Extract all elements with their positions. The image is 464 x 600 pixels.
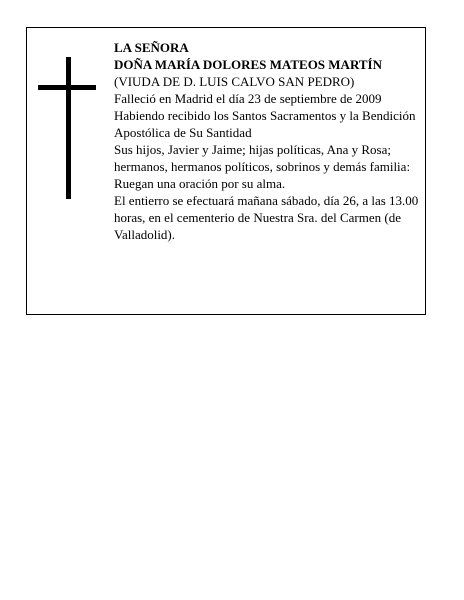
obituary-notice (26, 27, 426, 315)
burial-details: El entierro se efectuará mañana sábado, día 26, a las 13.00 horas, en el cementerio de Nuestra Sra. del Carmen (de Valladolid). (114, 193, 419, 242)
cross-horizontal-bar (38, 85, 96, 90)
widow-of-line: (VIUDA DE D. LUIS CALVO SAN PEDRO) (114, 74, 355, 89)
notice-heading: LA SEÑORA (114, 40, 189, 55)
sacraments-statement: Habiendo recibido los Santos Sacramentos y la Bendición Apostólica de Su Santidad (114, 108, 416, 140)
prayer-request: Ruegan una oración por su alma. (114, 176, 286, 191)
death-statement: Falleció en Madrid el día 23 de septiembre de 2009 (114, 91, 382, 106)
deceased-name: DOÑA MARÍA DOLORES MATEOS MARTÍN (114, 57, 382, 72)
family-statement: Sus hijos, Javier y Jaime; hijas políticas, Ana y Rosa; hermanos, hermanos políticos, sobrinos y demás familia: (114, 142, 411, 174)
notice-text-block (114, 39, 419, 243)
cross-vertical-bar (66, 57, 71, 199)
